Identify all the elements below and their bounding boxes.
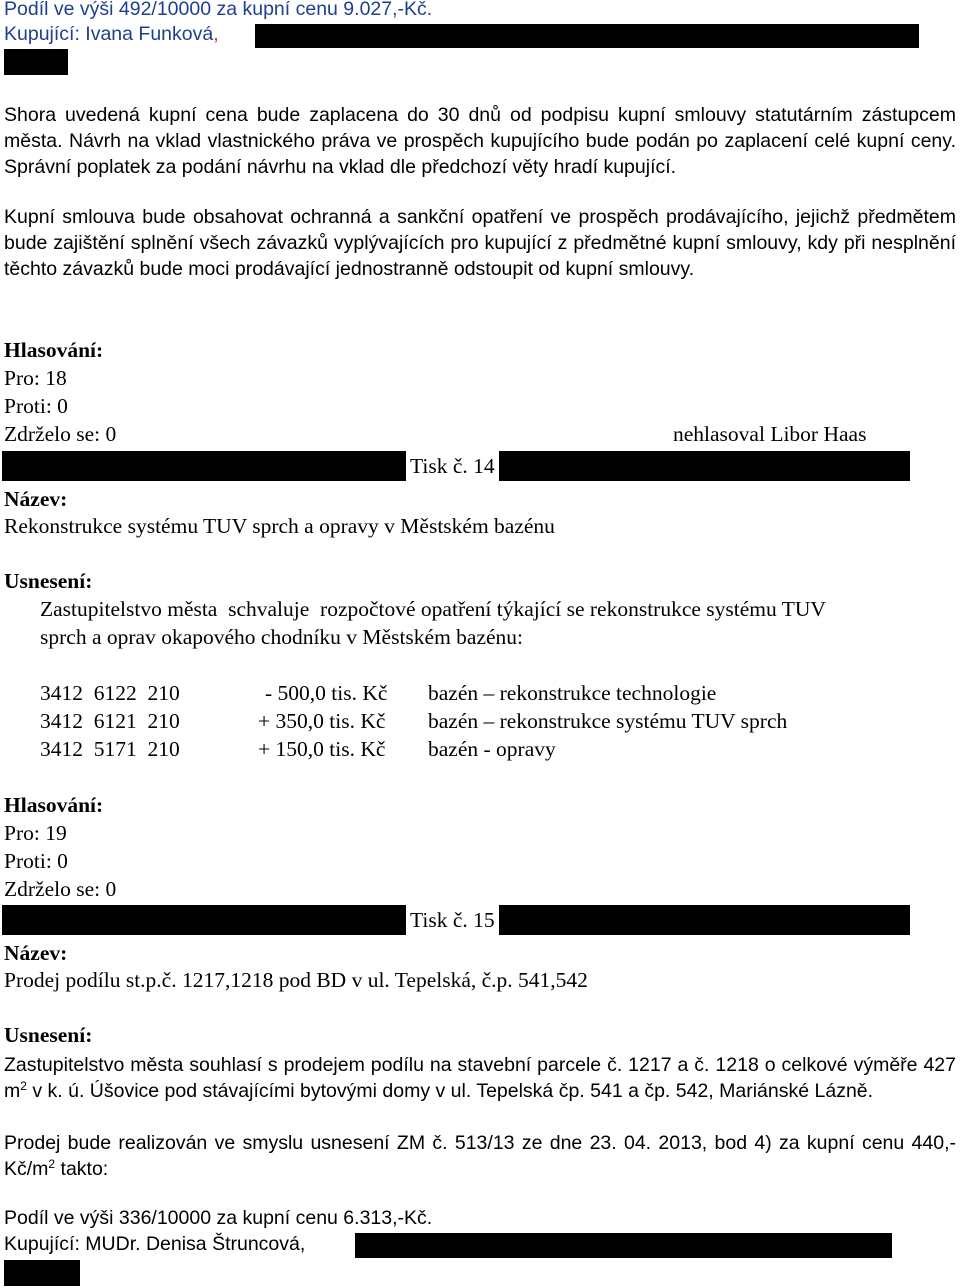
budget-code: 3412 6122 210 [40,681,180,705]
vote-heading: Hlasování: [4,793,104,817]
name-label: Název: [4,487,68,511]
section-title: Tisk č. 15 [406,905,499,935]
resolution-line: sprch a oprav okapového chodníku v Městském bazénu: [40,625,524,649]
buyer-comma: , [299,1233,306,1255]
vote-pro: Pro: 18 [4,366,67,390]
buyer-line-top [4,23,219,46]
budget-amount: - 500,0 tis. Kč [265,681,388,705]
name-label: Název: [4,941,68,965]
vote-heading: Hlasování: [4,338,104,362]
resolution-text-part: v k. ú. Úšovice pod stávajícími bytovými domy v ul. Tepelská čp. 541 a čp. 542, Mariánské Lázně. [26,1080,874,1103]
superscript: 2 [20,1079,27,1094]
budget-code: 3412 6121 210 [40,709,180,733]
vote-zdrzelo: Zdrželo se: 0 [4,877,117,901]
share-line-bottom: Podíl ve výši 336/10000 za kupní cenu 6.313,-Kč. [4,1207,433,1229]
budget-amount: + 350,0 tis. Kč [258,709,386,733]
vote-pro: Pro: 19 [4,821,67,845]
buyer-label: Kupující: Ivana Funková [4,23,214,45]
resolution-label: Usnesení: [4,1023,93,1047]
redaction-bar [355,1233,892,1258]
buyer-comma: , [213,23,219,45]
item-name: Rekonstrukce systému TUV sprch a opravy v Městském bazénu [4,514,555,538]
vote-zdrzelo: Zdrželo se: 0 [4,422,117,446]
budget-desc: bazén – rekonstrukce systému TUV sprch [428,709,788,733]
redaction-bar [4,49,68,75]
paragraph-payment: Shora uvedená kupní cena bude zaplacena do 30 dnů od podpisu kupní smlouvy statutárním zástupcem města. Návrh na vklad vlastnického práva ve prospěch kupujícího bude podán po zaplacení celé kupní ceny. Správní poplatek za podání návrhu na vklad dle předchozí věty hradí kupující. [4,104,956,179]
sale-text-part: Prodej bude realizován ve smyslu usnesení ZM č. 513/13 ze dne 23. 04. 2013, bod 4) za kupní cenu 440,- Kč/m [4,1132,956,1181]
redaction-bar [4,1260,80,1286]
resolution-line: Zastupitelstvo města schvaluje rozpočtové opatření týkající se rekonstrukce systému TUV [40,597,826,621]
budget-desc: bazén – rekonstrukce technologie [428,681,717,705]
budget-code: 3412 5171 210 [40,737,180,761]
section-title: Tisk č. 14 [406,451,499,481]
resolution-text-part: Zastupitelstvo města souhlasí s prodejem podílu na stavební parcele č. 1217 a č. 1218 o celkové výměře 427 m [4,1054,956,1103]
paragraph-sanctions: Kupní smlouva bude obsahovat ochranná a sankční opatření ve prospěch prodávajícího, jejichž předmětem bude zajištění splnění všech závazků vyplývajících pro kupující z předmětné kupní smlouvy, kdy při nesplnění těchto závazků bude moci prodávající jednostranně odstoupit od kupní smlouvy. [4,206,956,281]
sale-text-part: takto: [55,1158,109,1181]
budget-desc: bazén - opravy [428,737,556,761]
vote-note: nehlasoval Libor Haas [673,422,867,446]
resolution-label: Usnesení: [4,569,93,593]
vote-proti: Proti: 0 [4,394,68,418]
superscript: 2 [48,1157,56,1172]
item-name: Prodej podílu st.p.č. 1217,1218 pod BD v ul. Tepelská, č.p. 541,542 [4,968,588,992]
sale-text [4,1130,956,1182]
vote-proti: Proti: 0 [4,849,68,873]
redaction-bar [255,24,919,48]
buyer-label: Kupující: MUDr. Denisa Štruncová [4,1233,300,1255]
buyer-line-bottom [4,1233,305,1256]
budget-amount: + 150,0 tis. Kč [258,737,386,761]
share-line-top: Podíl ve výši 492/10000 za kupní cenu 9.027,-Kč. [4,0,433,20]
resolution-text [4,1052,956,1104]
